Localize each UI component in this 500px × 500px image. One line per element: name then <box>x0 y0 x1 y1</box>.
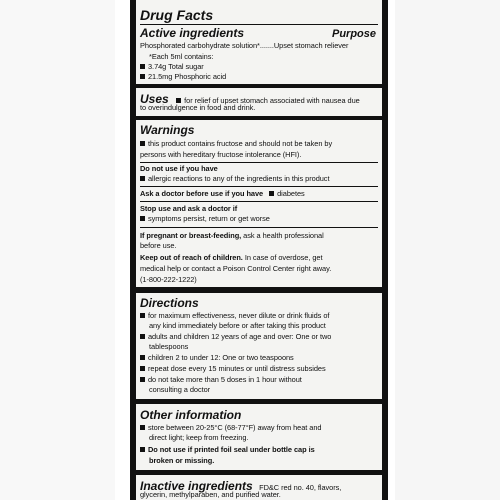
section-divider <box>136 84 382 88</box>
direction-item: do not take more than 5 doses in 1 hour without <box>140 376 378 383</box>
drug-facts-panel <box>130 0 388 500</box>
bullet-icon <box>269 191 274 196</box>
divider <box>140 201 378 202</box>
inactive-line-2: glycerin, methylparaben, and purified water. <box>140 490 281 499</box>
each-contains: *Each 5ml contains: <box>149 52 214 61</box>
other-information-heading: Other information <box>140 408 242 422</box>
bullet-icon <box>140 377 145 382</box>
directions-heading: Directions <box>140 296 199 310</box>
direction-item: adults and children 12 years of age and over: One or two <box>140 333 378 340</box>
section-divider <box>136 470 382 475</box>
other-item: store between 20-25°C (68-77°F) away from heat and <box>140 424 378 431</box>
divider <box>140 186 378 187</box>
section-divider <box>136 116 382 120</box>
do-not-use-heading: Do not use if you have <box>140 164 218 173</box>
direction-item-cont: any kind immediately before or after taking this product <box>149 321 326 330</box>
keep-out-line: Keep out of reach of children. In case of overdose, get <box>140 253 323 262</box>
direction-item: for maximum effectiveness, never dilute or drink fluids of <box>140 312 378 319</box>
bullet-icon <box>140 74 145 79</box>
stop-use-item: symptoms persist, return or get worse <box>140 215 378 222</box>
active-ingredient-line: Phosphorated carbohydrate solution*.......Upset stomach reliever <box>140 41 349 50</box>
bullet-icon <box>140 141 145 146</box>
direction-item-cont: consulting a doctor <box>149 385 211 394</box>
divider <box>140 227 378 228</box>
bullet-icon <box>140 64 145 69</box>
bullet-icon <box>140 313 145 318</box>
direction-item: children 2 to under 12: One or two teaspoons <box>140 354 378 361</box>
background-left <box>0 0 115 500</box>
background-right <box>395 0 500 500</box>
ask-doctor-line: Ask a doctor before use if you have diabetes <box>140 189 305 198</box>
bullet-icon <box>140 355 145 360</box>
section-divider <box>136 399 382 404</box>
bullet-icon <box>140 334 145 339</box>
bullet-icon <box>140 176 145 181</box>
uses-line-2: to overindulgence in food and drink. <box>140 103 256 112</box>
bullet-icon <box>140 447 145 452</box>
fructose-warning-2: persons with hereditary fructose intolerance (HFI). <box>140 150 302 159</box>
inactive-ingredients-heading: Inactive ingredients <box>140 479 253 493</box>
uses-line: Uses for relief of upset stomach associated with nausea due <box>140 92 360 106</box>
section-divider <box>136 287 382 293</box>
other-item: Do not use if printed foil seal under bottle cap is <box>140 446 378 453</box>
divider <box>140 162 378 163</box>
stop-use-heading: Stop use and ask a doctor if <box>140 204 238 213</box>
bullet-icon <box>140 216 145 221</box>
bullet-icon <box>140 425 145 430</box>
inactive-line: Inactive ingredients FD&C red no. 40, flavors, <box>140 479 342 493</box>
pregnant-line-2: before use. <box>140 241 177 250</box>
drug-facts-title: Drug Facts <box>140 7 214 23</box>
bullet-icon <box>140 366 145 371</box>
uses-heading: Uses <box>140 92 169 106</box>
direction-item: repeat dose every 15 minutes or until distress subsides <box>140 365 378 372</box>
pregnant-line: If pregnant or breast-feeding, ask a health professional <box>140 231 324 240</box>
direction-item-cont: tablespoons <box>149 342 189 351</box>
keep-out-line-2: medical help or contact a Poison Control Center right away. <box>140 264 332 273</box>
other-item-cont: broken or missing. <box>149 456 215 465</box>
allergic-item: allergic reactions to any of the ingredients in this product <box>140 175 378 182</box>
fructose-warning: this product contains fructose and should not be taken by <box>140 140 378 147</box>
divider <box>140 24 378 25</box>
active-item: 21.5mg Phosphoric acid <box>140 73 378 80</box>
poison-control-number: (1-800-222-1222) <box>140 275 197 284</box>
warnings-heading: Warnings <box>140 123 195 137</box>
other-item-cont: direct light; keep from freezing. <box>149 433 249 442</box>
active-item: 3.74g Total sugar <box>140 63 378 70</box>
active-ingredients-heading: Active ingredients <box>140 26 245 40</box>
purpose-heading: Purpose <box>331 28 376 40</box>
